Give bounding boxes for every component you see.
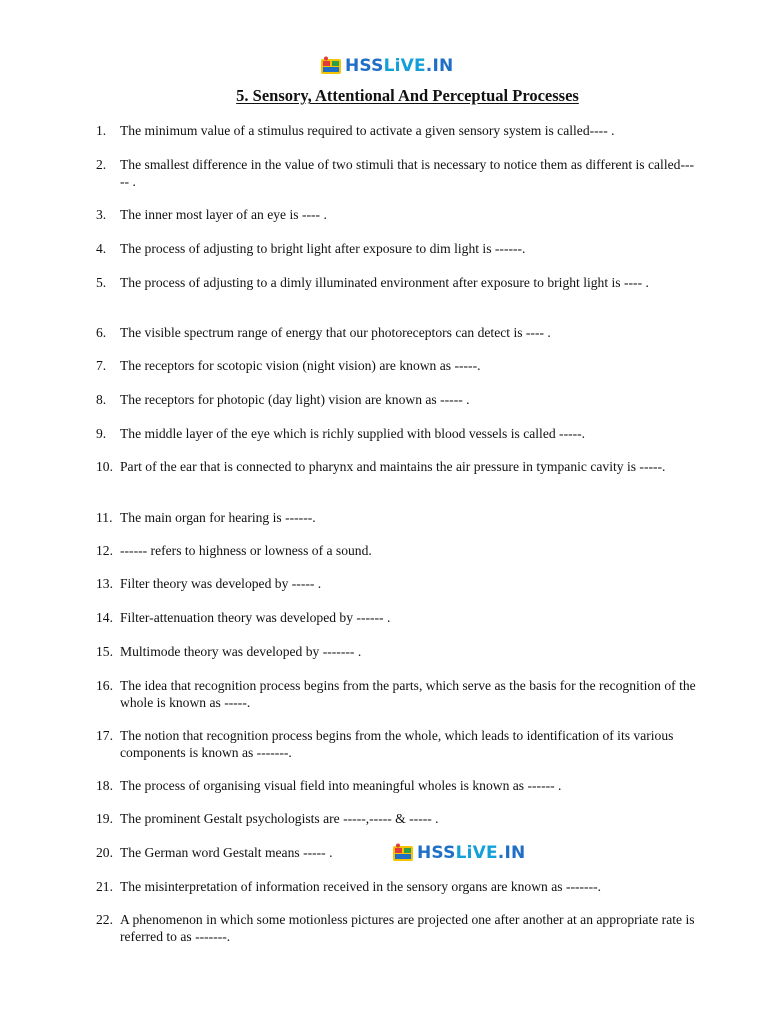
hsslive-logo-inline	[392, 843, 525, 863]
question-text: The main organ for hearing is ------.	[120, 510, 316, 525]
question-text: Part of the ear that is connected to pharynx and maintains the air pressure in tympanic cavity is -----.	[120, 459, 666, 474]
question-number: 9.	[96, 426, 107, 441]
logo-text-live: LiVE	[383, 56, 426, 76]
question-item	[96, 677, 696, 711]
question-item	[96, 357, 696, 374]
question-number: 11.	[96, 510, 113, 525]
question-number: 15.	[96, 644, 113, 659]
hsslive-logo-icon	[392, 843, 414, 863]
question-number: 20.	[96, 845, 113, 860]
question-number: 16.	[96, 678, 113, 693]
question-text: The receptors for scotopic vision (night vision) are known as -----.	[120, 358, 481, 373]
logo-text-hss: HSS	[345, 56, 384, 76]
question-text: The receptors for photopic (day light) vision are known as ----- .	[120, 392, 470, 407]
question-number: 13.	[96, 576, 113, 591]
hsslive-logo-icon	[320, 56, 342, 76]
question-item	[96, 878, 696, 895]
question-item	[96, 425, 696, 442]
question-number: 14.	[96, 610, 113, 625]
question-text: Multimode theory was developed by ------- .	[120, 644, 362, 659]
question-item	[96, 391, 696, 408]
question-text: The prominent Gestalt psychologists are -----,----- & ----- .	[120, 811, 439, 826]
question-text: The German word Gestalt means ----- .	[120, 845, 333, 860]
question-number: 22.	[96, 912, 113, 927]
question-text: ------ refers to highness or lowness of a sound.	[120, 543, 372, 558]
question-number: 8.	[96, 392, 107, 407]
question-item	[96, 206, 696, 223]
question-item	[96, 810, 696, 827]
question-item	[96, 575, 696, 592]
page-title: 5. Sensory, Attentional And Perceptual Processes	[236, 86, 579, 105]
question-number: 7.	[96, 358, 107, 373]
question-text: Filter-attenuation theory was developed by ------ .	[120, 610, 391, 625]
question-item	[96, 156, 696, 190]
question-item	[96, 609, 696, 626]
question-item	[96, 324, 696, 341]
question-text: The smallest difference in the value of two stimuli that is necessary to notice them as different is called--- -- .	[120, 157, 695, 189]
question-item	[96, 643, 696, 660]
question-number: 19.	[96, 811, 113, 826]
question-item	[96, 542, 696, 559]
question-text: The middle layer of the eye which is richly supplied with blood vessels is called -----.	[120, 426, 586, 441]
question-text: The process of organising visual field into meaningful wholes is known as ------ .	[120, 778, 562, 793]
question-text: The idea that recognition process begins from the parts, which serve as the basis for the recognition of the whole is known as -----.	[120, 678, 696, 710]
question-text: A phenomenon in which some motionless pictures are projected one after another at an appropriate rate is referred to as -------.	[120, 912, 695, 944]
question-number: 18.	[96, 778, 113, 793]
question-text: The misinterpretation of information received in the sensory organs are known as -------.	[120, 879, 602, 894]
question-item	[96, 509, 696, 526]
question-number: 12.	[96, 543, 113, 558]
question-item	[96, 458, 696, 475]
question-number: 4.	[96, 241, 107, 256]
question-text: The visible spectrum range of energy that our photoreceptors can detect is ---- .	[120, 325, 551, 340]
question-number: 6.	[96, 325, 107, 340]
question-number: 3.	[96, 207, 107, 222]
hsslive-logo	[320, 56, 453, 76]
question-number: 2.	[96, 157, 107, 172]
question-text: The minimum value of a stimulus required to activate a given sensory system is called---- .	[120, 123, 615, 138]
question-item	[96, 911, 696, 945]
question-text: The process of adjusting to a dimly illuminated environment after exposure to bright light is ---- .	[120, 275, 649, 290]
question-number: 17.	[96, 728, 113, 743]
question-item	[96, 274, 696, 291]
question-text: The inner most layer of an eye is ---- .	[120, 207, 327, 222]
question-item	[96, 122, 696, 139]
question-number: 5.	[96, 275, 107, 290]
question-number: 21.	[96, 879, 113, 894]
question-text: The process of adjusting to bright light after exposure to dim light is ------.	[120, 241, 526, 256]
logo-text-live: LiVE	[455, 843, 498, 863]
logo-text-in: .IN	[425, 56, 454, 76]
question-text: Filter theory was developed by ----- .	[120, 576, 322, 591]
question-item	[96, 240, 696, 257]
question-number: 10.	[96, 459, 113, 474]
question-text: The notion that recognition process begins from the whole, which leads to identification of its various components is known as -------.	[120, 728, 674, 760]
logo-text-in: .IN	[497, 843, 526, 863]
logo-text-hss: HSS	[417, 843, 456, 863]
question-number: 1.	[96, 123, 107, 138]
question-item	[96, 727, 696, 761]
question-item	[96, 777, 696, 794]
